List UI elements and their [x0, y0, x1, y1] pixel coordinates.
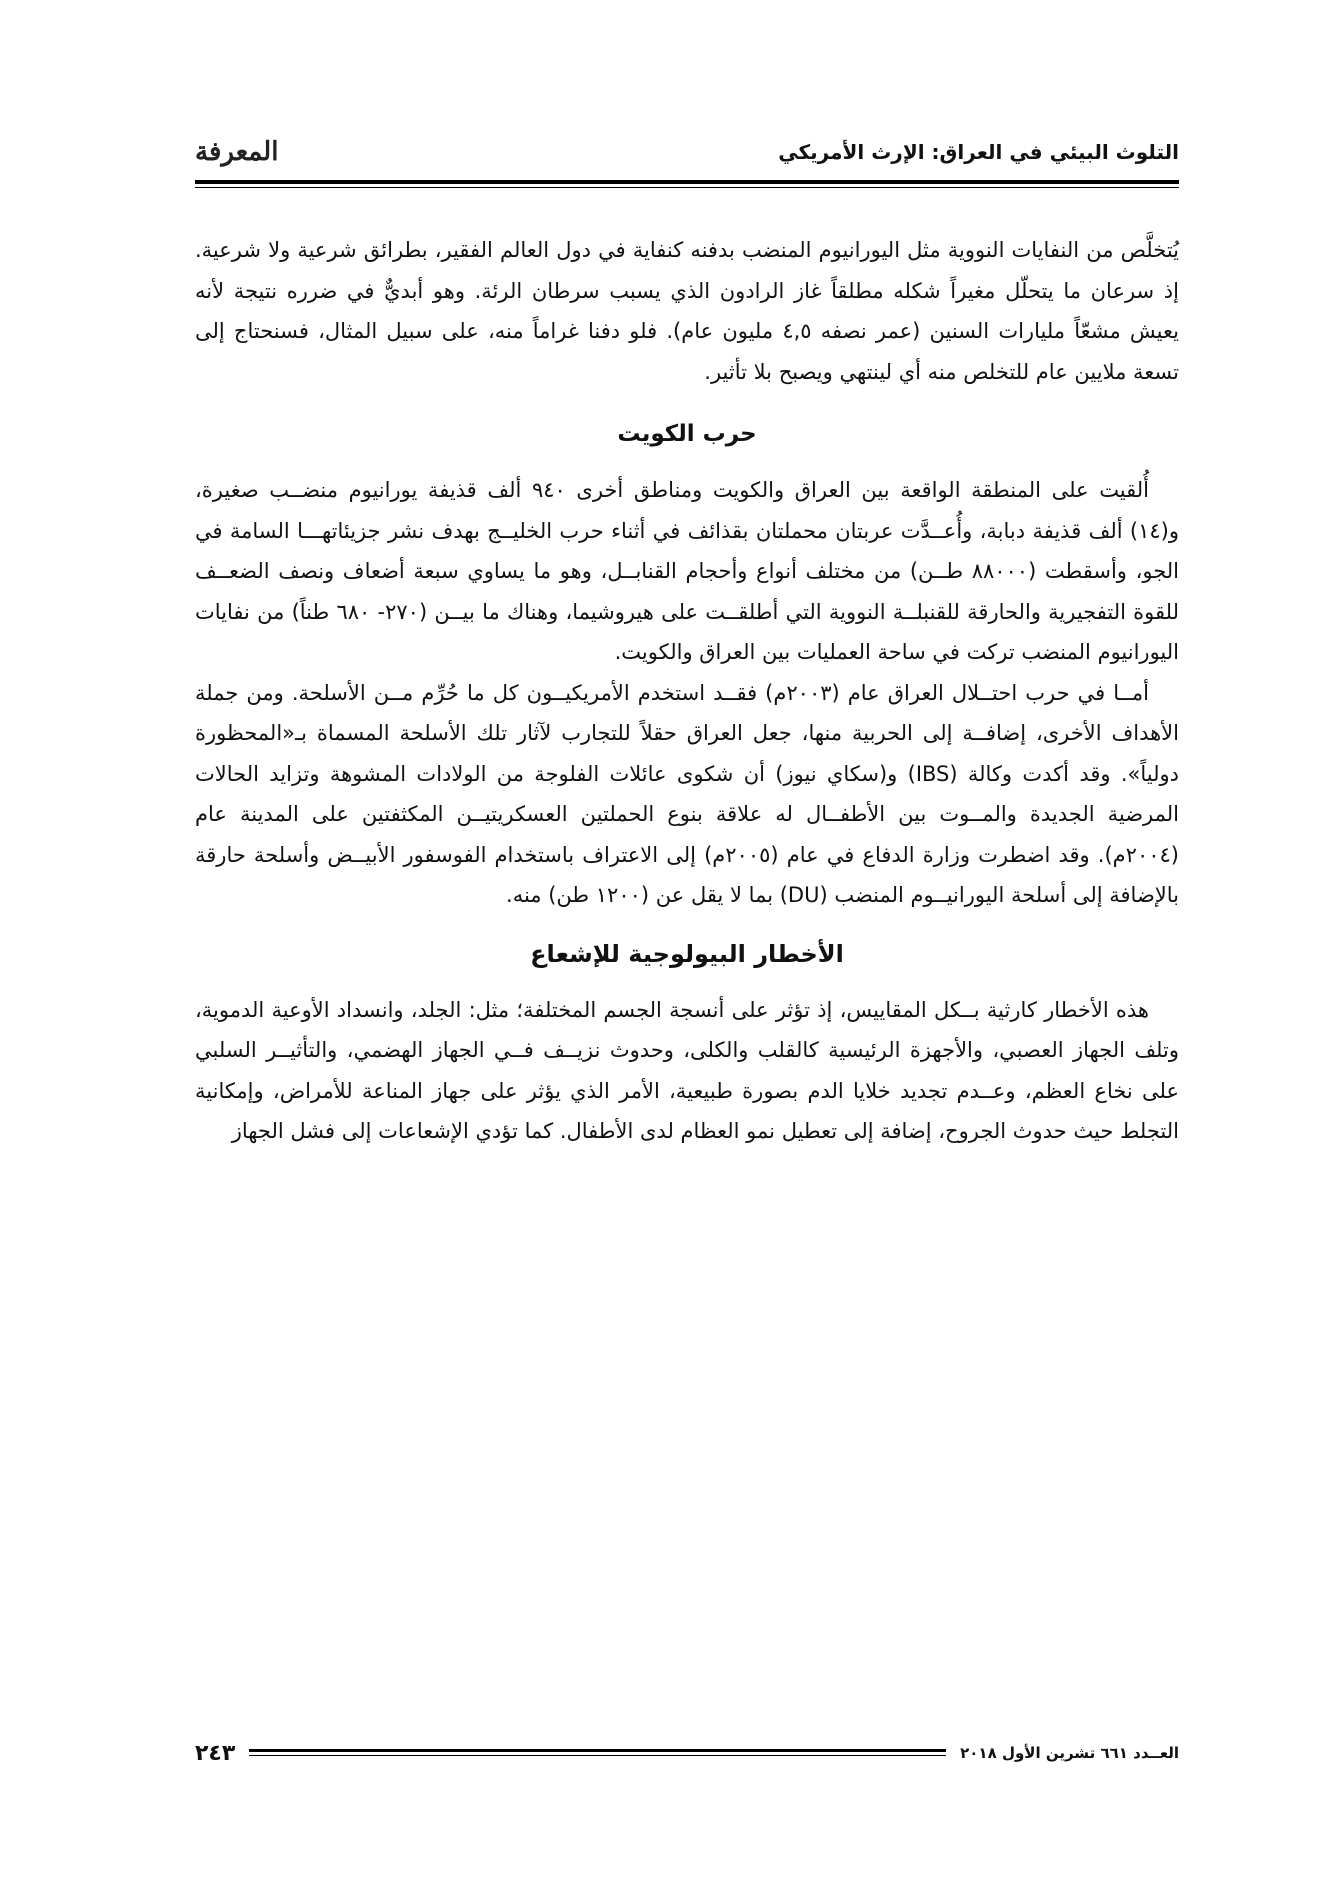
header-rule-thin [195, 187, 1179, 188]
header-rule [195, 180, 1179, 184]
paragraph-intro: يُتخلَّص من النفايات النووية مثل اليورانيوم المنضب بدفنه كنفاية في دول العالم الفقير، بطرائق شرعية ولا شرعية. إذ سرعان ما يتحلّل مغيراً شكله مطلقاً غاز الرادون الذي يسبب سرطان الرئة. وهو أبديٌّ في ضرره نتيجة لأنه يعيش مشعّاً مليارات السنين (عمر نصفه ٤,٥ مليون عام). فلو دفنا غراماً منه، على سبيل المثال، فسنحتاج إلى تسعة ملايين عام للتخلص منه أي لينتهي ويصبح بلا تأثير. [195, 238, 1179, 384]
heading-kuwait-war: حرب الكويت [617, 421, 757, 447]
article-body [195, 230, 1179, 1152]
heading-biological-hazards: الأخطار البيولوجية للإشعاع [530, 939, 844, 968]
issue-info: العــدد ٦٦١ تشرين الأول ٢٠١٨ [960, 1744, 1179, 1762]
magazine-logo: المعرفة [195, 137, 279, 167]
running-title: التلوث البيئي في العراق: الإرث الأمريكي [778, 140, 1179, 164]
paragraph-biological-1: هذه الأخطار كارثية بــكل المقاييس، إذ تؤثر على أنسجة الجسم المختلفة؛ مثل: الجلد، وانسداد الأوعية الدموية، وتلف الجهاز العصبي، والأجهزة الرئيسية كالقلب والكلى، وحدوث نزيــف فــي الجهاز الهضمي، والتأثيــر السلبي على نخاع العظم، وعــدم تجديد خلايا الدم بصورة طبيعية، الأمر الذي يؤثر على جهاز المناعة للأمراض، وإمكانية التجلط حيث حدوث الجروح، إضافة إلى تعطيل نمو العظام لدى الأطفال. كما تؤدي الإشعاعات إلى فشل الجهاز [195, 997, 1179, 1143]
footer-rule [249, 1747, 946, 1759]
page-header [195, 128, 1179, 176]
page-footer [195, 1738, 1179, 1768]
paragraph-kuwait-2: أمــا في حرب احتــلال العراق عام (٢٠٠٣م) فقــد استخدم الأمريكيــون كل ما حُرِّم مــن الأسلحة. ومن جملة الأهداف الأخرى، إضافــة إلى الحربية منها، جعل العراق حقلاً للتجارب لآثار تلك الأسلحة المسماة بـ«المحظورة دولياً». وقد أكدت وكالة (IBS) و(سكاي نيوز) أن شكوى عائلات الفلوجة من الولادات المشوهة وتزايد الحالات المرضية الجديدة والمــوت بين الأطفــال له علاقة بنوع الحملتين العسكريتيــن المكثفتين على المدينة عام (٢٠٠٤م). وقد اضطرت وزارة الدفاع في عام (٢٠٠٥م) إلى الاعتراف باستخدام الفوسفور الأبيــض وأسلحة حارقة بالإضافة إلى أسلحة اليورانيــوم المنضب (DU) بما لا يقل عن (١٢٠٠ طن) منه. [195, 680, 1179, 907]
page-number: ٢٤٣ [195, 1740, 236, 1766]
paragraph-kuwait-1: أُلقيت على المنطقة الواقعة بين العراق والكويت ومناطق أخرى ٩٤٠ ألف قذيفة يورانيوم منضــب صغيرة، و(١٤) ألف قذيفة دبابة، وأُعــدَّت عربتان محملتان بقذائف في أثناء حرب الخليــج بهدف نشر جزيئاتهـــا السامة في الجو، وأسقطت (٨٨٠٠٠ طــن) من مختلف أنواع وأحجام القنابــل، وهو ما يساوي سبعة أضعاف ونصف الضعــف للقوة التفجيرية والحارقة للقنبلــة النووية التي أطلقــت على هيروشيما، وهناك ما بيــن (٢٧٠- ٦٨٠ طناً) من نفايات اليورانيوم المنضب تركت في ساحة العمليات بين العراق والكويت. [195, 478, 1179, 664]
